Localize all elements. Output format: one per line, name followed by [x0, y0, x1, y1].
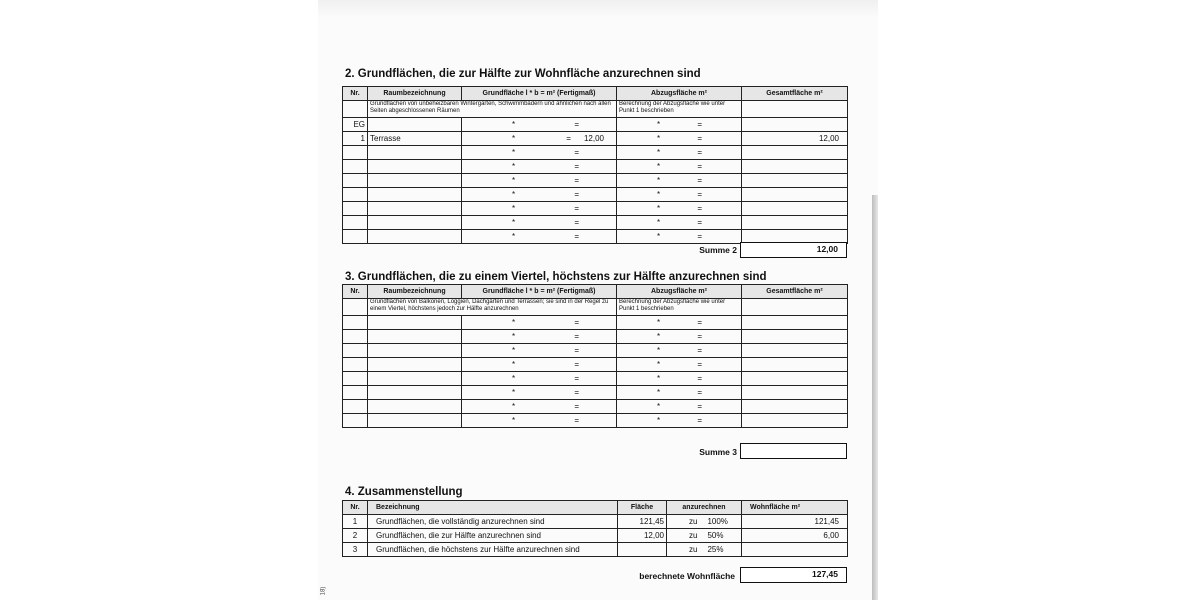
multiply-sign: * [657, 415, 661, 425]
equals-sign: = [574, 373, 579, 383]
section-3-desc-row [343, 299, 848, 316]
multiply-sign: * [657, 345, 661, 355]
equals-sign: = [574, 175, 579, 185]
equals-sign: = [574, 217, 579, 227]
col-gesamtflaeche: Gesamtfläche m² [742, 87, 848, 101]
equals-sign: = [574, 359, 579, 369]
col-grundflaeche: Grundfläche l * b = m² (Fertigmaß) [462, 87, 617, 101]
multiply-sign: * [657, 387, 661, 397]
multiply-sign: * [657, 331, 661, 341]
equals-sign: = [574, 161, 579, 171]
section-2-desc-row [343, 101, 848, 118]
equals-sign: = [574, 231, 579, 241]
equals-sign: = [697, 345, 702, 355]
multiply-sign: * [512, 387, 516, 397]
table-row [343, 344, 848, 358]
multiply-sign: * [657, 359, 661, 369]
col-abzugsflaeche: Abzugsfläche m² [617, 87, 742, 101]
multiply-sign: * [657, 161, 661, 171]
equals-sign: = [697, 147, 702, 157]
table-row [343, 188, 848, 202]
table-row [343, 372, 848, 386]
multiply-sign: * [512, 415, 516, 425]
section-3-desc-left: Grundflächen von Balkonen, Loggien, Dachgärten und Terrassen; sie sind in der Regel zu einem Viertel, höchstens jedoch zur Hälfte anzurechnen [368, 299, 617, 316]
multiply-sign: * [512, 189, 516, 199]
table-row [343, 174, 848, 188]
summary-nr: 2 [343, 529, 368, 543]
summary-label: Grundflächen, die zur Hälfte anzurechnen sind [368, 529, 618, 543]
total-value: 127,45 [740, 567, 847, 583]
col-grundflaeche: Grundfläche l * b = m² (Fertigmaß) [462, 285, 617, 299]
total-label: berechnete Wohnfläche [639, 571, 735, 581]
multiply-sign: * [657, 217, 661, 227]
summary-header-row [343, 501, 848, 515]
multiply-sign: * [657, 373, 661, 383]
col-gesamtflaeche: Gesamtfläche m² [742, 285, 848, 299]
table-row [343, 146, 848, 160]
col-wohnflaeche: Wohnfläche m² [742, 501, 848, 515]
multiply-sign: * [512, 231, 516, 241]
summary-pct: 25% [707, 544, 724, 554]
equals-sign: = [574, 189, 579, 199]
multiply-sign: * [512, 147, 516, 157]
summary-label: Grundflächen, die höchstens zur Hälfte anzurechnen sind [368, 543, 618, 557]
summary-pct: 50% [707, 530, 724, 540]
table-row [343, 216, 848, 230]
equals-sign: = [574, 345, 579, 355]
summary-result: 121,45 [742, 515, 848, 529]
room-name: Terrasse [368, 132, 462, 146]
equals-sign: = [697, 217, 702, 227]
multiply-sign: * [657, 203, 661, 213]
multiply-sign: * [512, 345, 516, 355]
multiply-sign: * [657, 175, 661, 185]
multiply-sign: * [512, 133, 516, 143]
multiply-sign: * [512, 373, 516, 383]
col-abzugsflaeche: Abzugsfläche m² [617, 285, 742, 299]
equals-sign: = [574, 317, 579, 327]
row-nr: 1 [343, 132, 368, 146]
multiply-sign: * [512, 119, 516, 129]
equals-sign: = [574, 147, 579, 157]
col-bezeichnung: Bezeichnung [368, 501, 618, 515]
multiply-sign: * [512, 359, 516, 369]
room-area: 12,00 [583, 133, 604, 143]
equals-sign: = [574, 415, 579, 425]
equals-sign: = [574, 119, 579, 129]
equals-sign: = [697, 331, 702, 341]
page-shadow [872, 195, 878, 600]
multiply-sign: * [657, 119, 661, 129]
equals-sign: = [697, 161, 702, 171]
multiply-sign: * [657, 401, 661, 411]
equals-sign: = [697, 189, 702, 199]
summary-table [342, 500, 848, 557]
table-row [343, 386, 848, 400]
multiply-sign: * [657, 189, 661, 199]
equals-sign: = [697, 387, 702, 397]
equals-sign: = [697, 175, 702, 185]
equals-sign: = [566, 133, 571, 143]
summe-2-value: 12,00 [740, 242, 847, 258]
summary-area: 12,00 [618, 529, 667, 543]
section-3-title: 3. Grundflächen, die zu einem Viertel, höchstens zur Hälfte anzurechnen sind [345, 271, 767, 283]
equals-sign: = [697, 231, 702, 241]
page-top-edge [318, 0, 878, 18]
section-3-desc-right: Berechnung der Abzugsfläche wie unter Punkt 1 beschrieben [617, 299, 742, 316]
equals-sign: = [697, 373, 702, 383]
room-total: 12,00 [742, 132, 848, 146]
margin-note: 18) [320, 586, 327, 596]
multiply-sign: * [657, 317, 661, 327]
section-3-header-row [343, 285, 848, 299]
equals-sign: = [574, 331, 579, 341]
section-2-title: 2. Grundflächen, die zur Hälfte zur Wohnfläche anzurechnen sind [345, 68, 701, 80]
col-nr: Nr. [343, 87, 368, 101]
summary-zu: zu [689, 530, 698, 540]
summe-3-label: Summe 3 [699, 447, 737, 457]
section-2-desc-right: Berechnung der Abzugsfläche wie unter Punkt 1 beschrieben [617, 101, 742, 118]
floor-label: EG [343, 118, 368, 132]
section-3-table [342, 284, 848, 428]
summary-zu: zu [689, 516, 698, 526]
col-raumbezeichnung: Raumbezeichnung [368, 285, 462, 299]
table-row [343, 543, 848, 557]
equals-sign: = [697, 401, 702, 411]
section-2-header-row [343, 87, 848, 101]
equals-sign: = [697, 133, 702, 143]
equals-sign: = [697, 203, 702, 213]
section-2-table [342, 86, 848, 244]
equals-sign: = [574, 401, 579, 411]
multiply-sign: * [512, 161, 516, 171]
table-row [343, 400, 848, 414]
multiply-sign: * [512, 203, 516, 213]
summary-area: 121,45 [618, 515, 667, 529]
multiply-sign: * [512, 175, 516, 185]
multiply-sign: * [512, 401, 516, 411]
col-nr: Nr. [343, 501, 368, 515]
summary-zu: zu [689, 544, 698, 554]
summary-result: 6,00 [742, 529, 848, 543]
summary-nr: 1 [343, 515, 368, 529]
col-nr: Nr. [343, 285, 368, 299]
table-row [343, 118, 848, 132]
multiply-sign: * [657, 133, 661, 143]
section-4-title: 4. Zusammenstellung [345, 486, 463, 498]
table-row [343, 358, 848, 372]
section-2-desc-left: Grundflächen von unbeheizbaren Wintergärten, Schwimmbädern und ähnlichen nach allen Seiten abgeschlossenen Räumen [368, 101, 617, 118]
summe-3-value [740, 443, 847, 459]
summary-label: Grundflächen, die vollständig anzurechnen sind [368, 515, 618, 529]
multiply-sign: * [512, 317, 516, 327]
table-row [343, 414, 848, 428]
multiply-sign: * [657, 147, 661, 157]
summary-pct: 100% [707, 516, 728, 526]
table-row [343, 330, 848, 344]
equals-sign: = [697, 119, 702, 129]
equals-sign: = [697, 359, 702, 369]
table-row [343, 529, 848, 543]
summary-nr: 3 [343, 543, 368, 557]
table-row [343, 515, 848, 529]
col-raumbezeichnung: Raumbezeichnung [368, 87, 462, 101]
col-anzurechnen: anzurechnen [667, 501, 742, 515]
equals-sign: = [574, 387, 579, 397]
table-row [343, 202, 848, 216]
table-row [343, 132, 848, 146]
multiply-sign: * [657, 231, 661, 241]
col-flaeche: Fläche [618, 501, 667, 515]
table-row [343, 160, 848, 174]
summary-result [742, 543, 848, 557]
equals-sign: = [574, 203, 579, 213]
multiply-sign: * [512, 331, 516, 341]
summary-area [618, 543, 667, 557]
table-row [343, 316, 848, 330]
multiply-sign: * [512, 217, 516, 227]
equals-sign: = [697, 415, 702, 425]
equals-sign: = [697, 317, 702, 327]
summe-2-label: Summe 2 [699, 245, 737, 255]
